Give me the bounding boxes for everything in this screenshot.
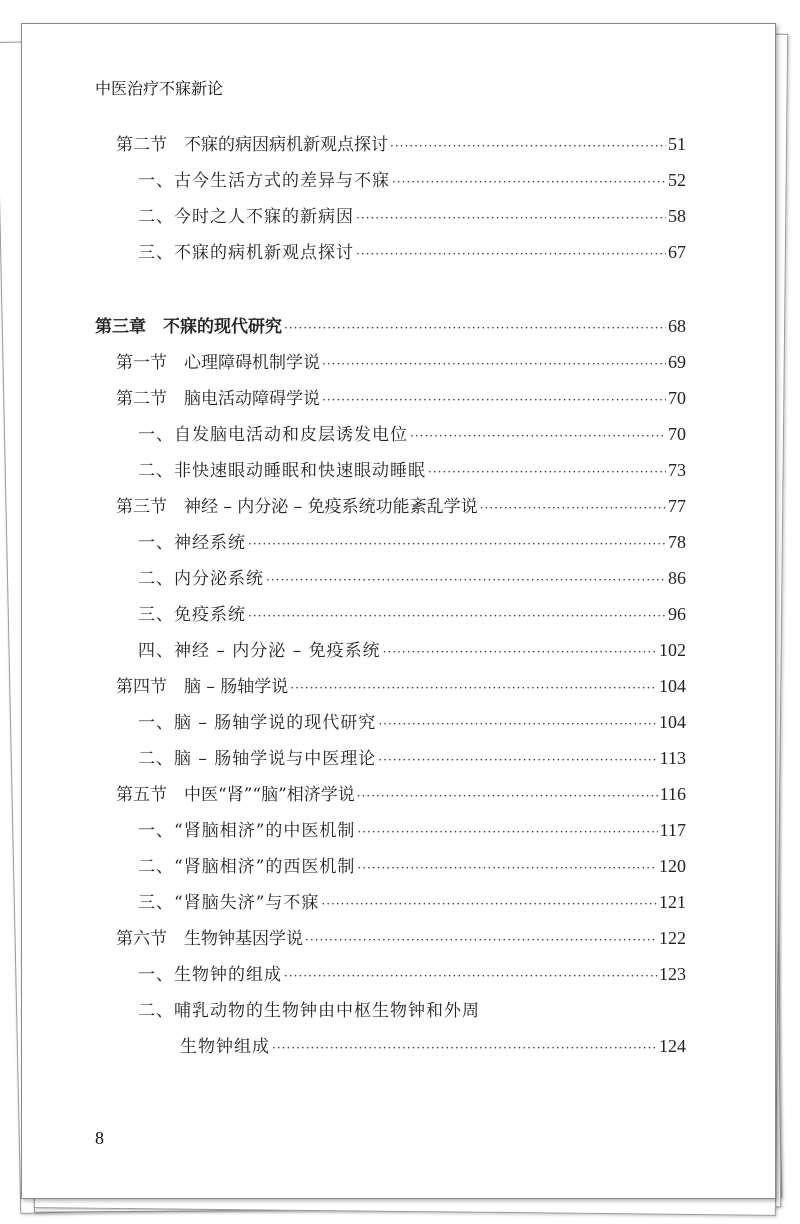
dot-leader [357, 825, 657, 839]
toc-entry-title: 第五节 中医“肾”“脑”相济学说 [116, 785, 355, 805]
toc-entry-title: 第三章 不寐的现代研究 [95, 317, 282, 337]
toc-entry[interactable] [22, 312, 686, 340]
toc-entry-page: 52 [668, 170, 686, 190]
toc-entry-page: 123 [659, 964, 686, 984]
toc-entry[interactable] [22, 780, 686, 808]
dot-leader [290, 681, 657, 695]
toc-entry[interactable] [22, 744, 686, 772]
dot-leader [356, 247, 666, 261]
toc-entry-title: 一、神经系统 [138, 533, 246, 553]
toc-entry-title: 二、今时之人不寐的新病因 [138, 207, 354, 227]
dot-leader [390, 139, 666, 153]
dot-leader [410, 429, 666, 443]
dot-leader [322, 393, 666, 407]
toc-entry[interactable] [22, 1032, 686, 1060]
toc-entry[interactable] [22, 708, 686, 736]
toc-entry-title: 第四节 脑 – 肠轴学说 [116, 677, 289, 697]
toc-entry-title: 第一节 心理障碍机制学说 [116, 353, 320, 373]
toc-entry[interactable] [22, 888, 686, 916]
dot-leader [248, 609, 666, 623]
dot-leader [284, 321, 666, 335]
dot-leader [378, 753, 657, 767]
toc-entry[interactable] [22, 166, 686, 194]
toc-entry-title: 二、内分泌系统 [138, 569, 264, 589]
dot-leader [284, 969, 657, 983]
toc-entry-title: 四、神经 – 内分泌 – 免疫系统 [138, 641, 381, 661]
toc-entry-page: 124 [659, 1036, 686, 1056]
toc-entry[interactable] [22, 420, 686, 448]
toc-entry-title: 一、脑 – 肠轴学说的现代研究 [138, 713, 377, 733]
toc-entry-page: 120 [659, 856, 686, 876]
toc-entry-page: 104 [659, 676, 686, 696]
dot-leader [357, 861, 657, 875]
dot-leader [480, 501, 666, 515]
toc-entry[interactable] [22, 528, 686, 556]
dot-leader [272, 1041, 657, 1055]
toc-entry[interactable] [22, 636, 686, 664]
book-page [21, 23, 776, 1199]
toc-entry-page: 58 [668, 206, 686, 226]
toc-entry-title: 三、“肾脑失济”与不寐 [138, 893, 320, 913]
toc-entry-page: 77 [668, 496, 686, 516]
toc-entry-page: 73 [668, 460, 686, 480]
toc-entry-page: 86 [668, 568, 686, 588]
toc-entry-title: 第六节 生物钟基因学说 [116, 929, 303, 949]
toc-entry-page: 104 [659, 712, 686, 732]
toc-entry-title: 二、脑 – 肠轴学说与中医理论 [138, 749, 377, 769]
toc-entry-page: 116 [659, 784, 686, 804]
dot-leader [266, 573, 666, 587]
toc-entry-page: 78 [668, 532, 686, 552]
dot-leader [383, 645, 657, 659]
toc-entry[interactable] [22, 672, 686, 700]
toc-entry-title: 三、免疫系统 [138, 605, 246, 625]
dot-leader [322, 357, 666, 371]
toc-entry[interactable] [22, 600, 686, 628]
toc-entry-page: 70 [668, 388, 686, 408]
toc-entry[interactable] [22, 924, 686, 952]
toc-entry-title: 第三节 神经 – 内分泌 – 免疫系统功能紊乱学说 [116, 497, 478, 517]
toc-entry[interactable] [22, 852, 686, 880]
toc-entry-title: 二、哺乳动物的生物钟由中枢生物钟和外周 [138, 1001, 480, 1021]
toc-entry-page: 117 [659, 820, 686, 840]
dot-leader [305, 933, 657, 947]
toc-entry-title: 二、“肾脑相济”的西医机制 [138, 857, 356, 877]
toc-entry-title: 一、自发脑电活动和皮层诱发电位 [138, 425, 408, 445]
toc-entry-page: 122 [659, 928, 686, 948]
toc-entry[interactable] [22, 130, 686, 158]
toc-entry[interactable] [22, 384, 686, 412]
toc-entry-page: 68 [668, 316, 686, 336]
toc-entry[interactable] [22, 348, 686, 376]
dot-leader [428, 465, 666, 479]
toc-entry-title: 第二节 脑电活动障碍学说 [116, 389, 320, 409]
toc-entry-title: 第二节 不寐的病因病机新观点探讨 [116, 135, 388, 155]
toc-entry-title: 一、生物钟的组成 [138, 965, 282, 985]
toc-entry[interactable] [22, 492, 686, 520]
toc-entry[interactable] [22, 816, 686, 844]
toc-entry-title: 生物钟组成 [180, 1037, 270, 1057]
toc-entry-title: 三、不寐的病机新观点探讨 [138, 243, 354, 263]
running-header: 中医治疗不寐新论 [95, 79, 224, 98]
toc-entry[interactable] [22, 456, 686, 484]
toc-entry[interactable] [22, 238, 686, 266]
toc-entry-page: 51 [668, 134, 686, 154]
toc-entry[interactable] [22, 202, 686, 230]
dot-leader [321, 897, 657, 911]
dot-leader [357, 789, 658, 803]
dot-leader [356, 211, 666, 225]
dot-leader [392, 175, 666, 189]
toc-entry-title: 一、“肾脑相济”的中医机制 [138, 821, 356, 841]
toc-entry-title: 二、非快速眼动睡眠和快速眼动睡眠 [138, 461, 426, 481]
toc-entry-title: 一、古今生活方式的差异与不寐 [138, 171, 390, 191]
toc-entry-page: 121 [659, 892, 686, 912]
toc-entry[interactable] [22, 564, 686, 592]
dot-leader [248, 537, 666, 551]
toc-entry[interactable] [22, 996, 686, 1024]
page-number: 8 [95, 1128, 104, 1148]
toc-entry-page: 96 [668, 604, 686, 624]
toc-entry-page: 70 [668, 424, 686, 444]
toc-entry-page: 102 [659, 640, 686, 660]
toc-entry[interactable] [22, 960, 686, 988]
toc-entry-page: 67 [668, 242, 686, 262]
toc-entry-page: 69 [668, 352, 686, 372]
toc-entry-page: 113 [659, 748, 686, 768]
dot-leader [378, 717, 657, 731]
